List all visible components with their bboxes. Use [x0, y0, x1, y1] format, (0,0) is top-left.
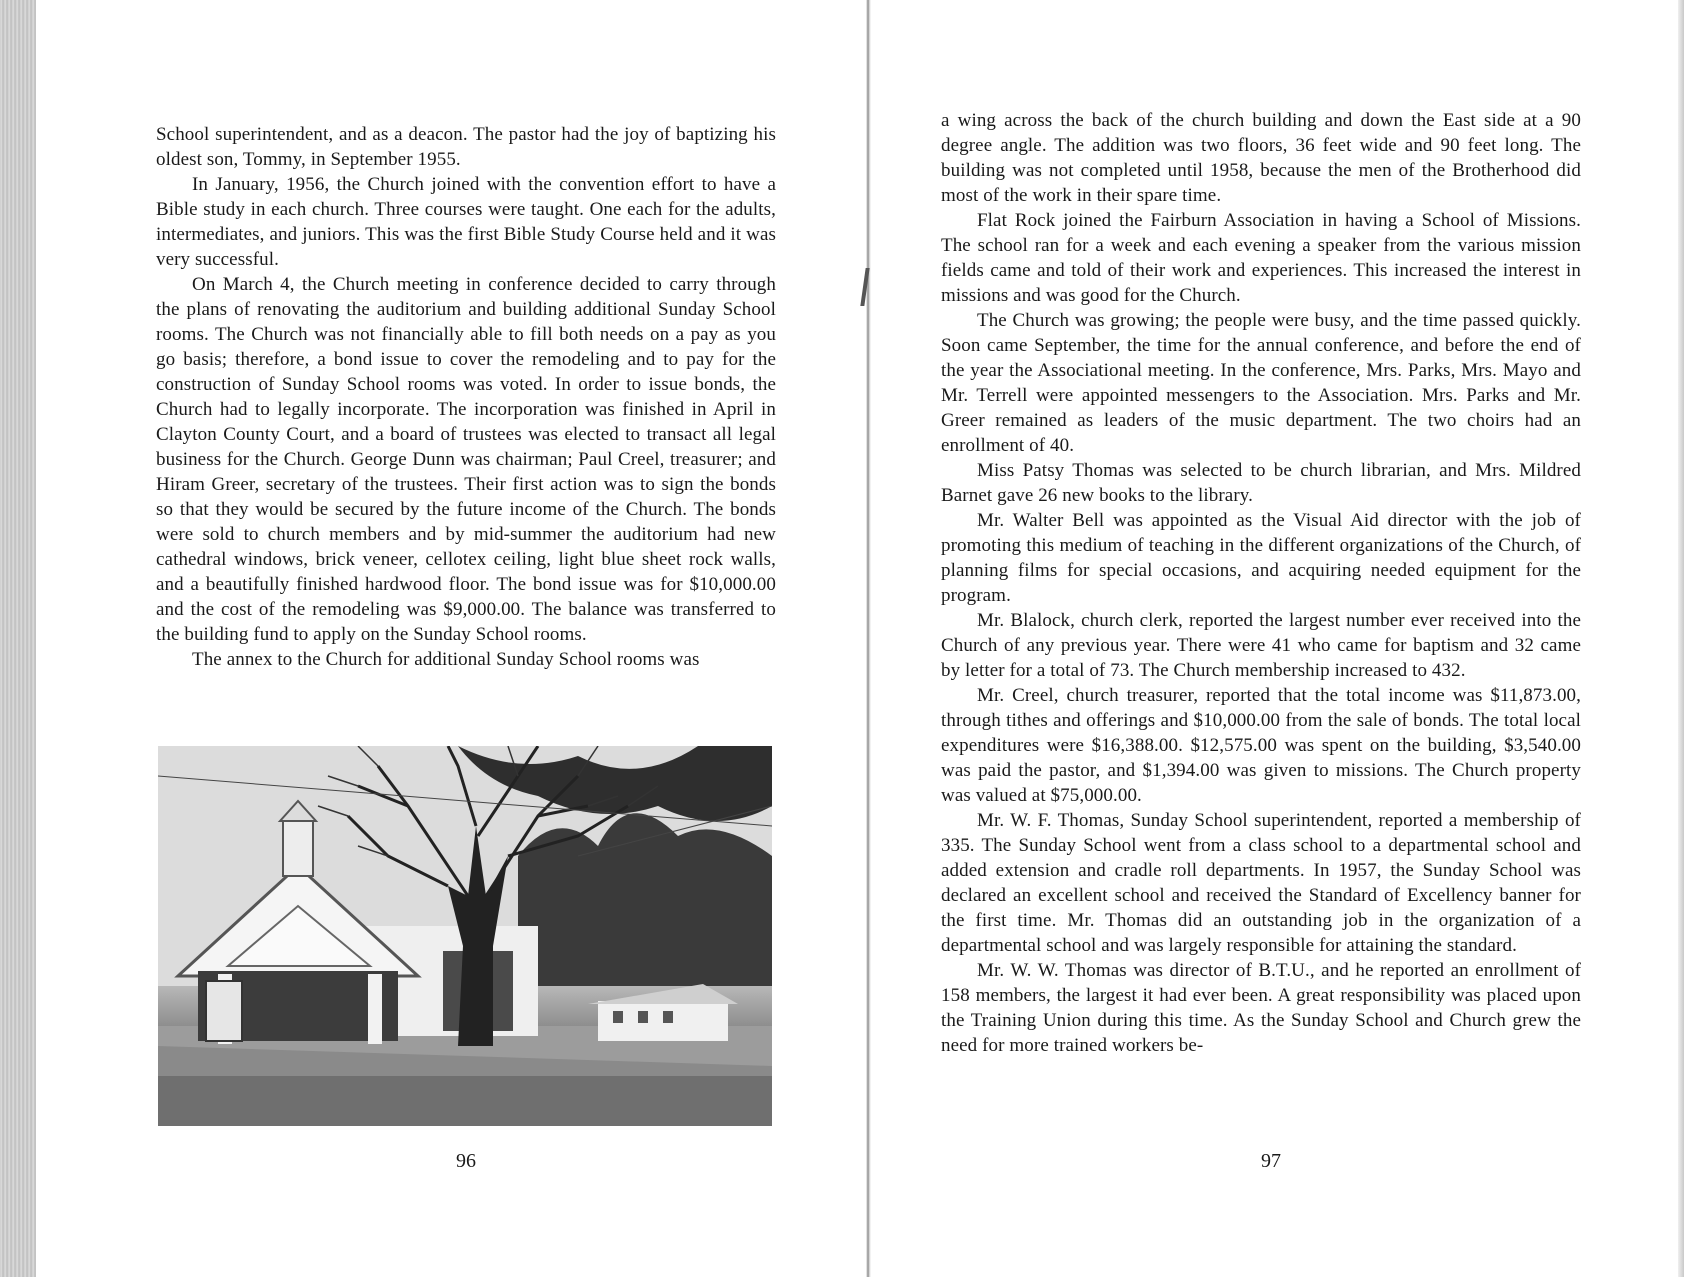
paragraph: a wing across the back of the church building and down the East side at a 90 degree angle. The addition was two floors, 36 feet wide and 90 feet long. The building was not completed until 1958, because the men of the Brotherhood did most of the work in their spare time.	[941, 110, 1581, 206]
paragraph: Mr. Creel, church treasurer, reported that the total income was $11,873.00, through tithes and offerings and $10,000.00 from the sale of bonds. The total local expenditures were $16,388.00. $12,575.00 was spent on the building, $3,540.00 was paid the pastor, and $1,394.00 was given to missions. The Church property was valued at $75,000.00.	[941, 685, 1581, 806]
paragraph: Miss Patsy Thomas was selected to be church librarian, and Mrs. Mildred Barnet gave 26 new books to the library.	[941, 460, 1581, 506]
church-photograph	[158, 746, 772, 1126]
paragraph: Mr. Blalock, church clerk, reported the largest number ever received into the Church of any previous year. There were 41 who came for baptism and 32 came by letter for a total of 73. The Church membership increased to 432.	[941, 610, 1581, 681]
page-number: 96	[456, 1150, 476, 1172]
page-edges-right	[1678, 0, 1684, 1277]
paragraph: Mr. W. F. Thomas, Sunday School superintendent, reported a membership of 335. The Sunday School went from a class school to a departmental school and added extension and cradle roll departments. In 1957, the Sunday School was declared an excellent school and received the Standard of Excellency banner for the first time. Mr. Thomas did an outstanding job in the organization of a departmental school and was largely responsible for attaining the standard.	[941, 810, 1581, 956]
paragraph: Mr. W. W. Thomas was director of B.T.U., and he reported an enrollment of 158 members, the largest it had ever been. A great responsibility was placed upon the Training Union during this time. As the Sunday School and Church grew the need for more trained workers be-	[941, 960, 1581, 1056]
right-page-text	[941, 108, 1581, 1058]
page-edges-left	[0, 0, 36, 1277]
paragraph: The Church was growing; the people were busy, and the time passed quickly. Soon came September, the time for the annual conference, and before the end of the year the Associational meeting. In the conference, Mrs. Parks, Mrs. Mayo and Mr. Terrell were appointed messengers to the Association. Mrs. Parks and Mr. Greer remained as leaders of the music department. The two choirs had an enrollment of 40.	[941, 310, 1581, 456]
paragraph: In January, 1956, the Church joined with the convention effort to have a Bible study in each church. Three courses were taught. One each for the adults, intermediates, and juniors. This was the first Bible Study Course held and it was very successful.	[156, 174, 776, 270]
left-page-text	[156, 122, 776, 672]
paragraph: Mr. Walter Bell was appointed as the Visual Aid director with the job of promoting this medium of teaching in the different organizations of the Church, of planning films for special occasions, and acquiring needed equipment for the program.	[941, 510, 1581, 606]
paragraph: The annex to the Church for additional Sunday School rooms was	[192, 649, 700, 670]
paragraph: School superintendent, and as a deacon. The pastor had the joy of baptizing his oldest son, Tommy, in September 1955.	[156, 124, 776, 170]
paragraph: On March 4, the Church meeting in conference decided to carry through the plans of renovating the auditorium and building additional Sunday School rooms. The Church was not financially able to fill both needs on a pay as you go basis; therefore, a bond issue to cover the remodeling and to pay for the construction of Sunday School rooms was voted. In order to issue bonds, the Church had to legally incorporate. The incorporation was finished in April in Clayton County Court, and a board of trustees was elected to transact all legal business for the Church. George Dunn was chairman; Paul Creel, treasurer; and Hiram Greer, secretary of the trustees. Their first action was to sign the bonds so that they would be secured by the future income of the Church. The bonds were sold to church members and by mid-summer the auditorium had new cathedral windows, brick veneer, cellotex ceiling, light blue sheet rock walls, and a beautifully finished hardwood floor. The bond issue was for $10,000.00 and the cost of the remodeling was $9,000.00. The balance was transferred to the building fund to apply on the Sunday School rooms.	[156, 274, 776, 645]
page-number: 97	[1261, 1150, 1281, 1172]
book-gutter	[866, 0, 871, 1277]
church-photo-illustration	[158, 746, 772, 1126]
paragraph: Flat Rock joined the Fairburn Association in having a School of Missions. The school ran for a week and each evening a speaker from the various mission fields came and told of their work and experiences. This increased the interest in missions and was good for the Church.	[941, 210, 1581, 306]
